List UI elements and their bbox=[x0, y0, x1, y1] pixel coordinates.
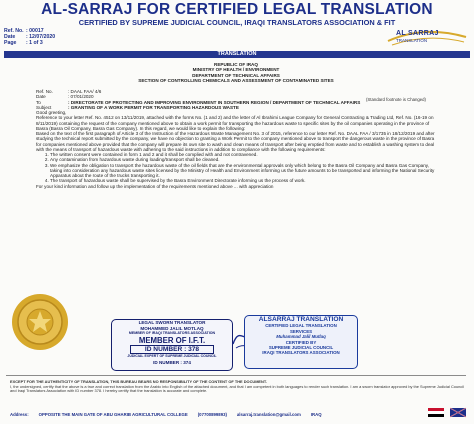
stamp-line: IRAQI TRANSLATORS ASSOCIATION bbox=[262, 350, 340, 356]
stamp-line: MOHAMMED JALIL MOTLAQ bbox=[140, 325, 204, 331]
stamp-line: CERTIFIED LEGAL TRANSLATION bbox=[265, 323, 337, 329]
ref-label: Ref. No. bbox=[4, 28, 24, 34]
contact-bar bbox=[10, 411, 466, 418]
stamp-line: JUDICIAL EXPERT OF SUPREME JUDICIAL COUNCIL bbox=[127, 353, 217, 358]
list-item: 1. The written consent were contained in form 1 and 2 and it shall be complied with and not contravened. bbox=[50, 152, 436, 157]
country-heading: REPUBLIC OF IRAQ bbox=[214, 62, 258, 67]
stamp-id: ID NUMBER : 374 bbox=[153, 359, 191, 365]
section-heading: SECTION OF CONTROLLING CHEMICALS AND ASSESSMENT OF CONTAMINATED SITES bbox=[138, 77, 334, 83]
disclaimer: EXCEPT FOR THE AUTHENTICITY OF TRANSLATION, THIS BUREAU BEARS NO RESPONSIBILITY OF THE CONTENT OF THE DOCUMENT. bbox=[10, 379, 267, 384]
closing-paragraph: For your kind information and follow up the implementation of the requirements mentioned above ... with appreciation bbox=[36, 183, 274, 189]
logo-text: AL SARRAJ bbox=[396, 30, 439, 37]
list-item: 3. We emphasize the obligation to transport the hazardous waste of the oil fields that are the environmental approvals only which belong to the Basra Oil Company and Basra Gas Company, taking into consideration any hazardous waste sites licensed by the Ministry of Health and Environment informing us the future amounts to be transported and informing the National Security Apparatus about the route of the trucks transporting it. bbox=[50, 163, 436, 179]
address-text: OPPOSITE THE MAIN GATE OF ABU GHARIB AGRICULTURAL COLLEGE bbox=[38, 412, 188, 417]
doc-date-value: : 07/01/2020 bbox=[68, 94, 94, 100]
address-label: Address: bbox=[10, 412, 29, 417]
certification-text: I, the undersigned, certify that the above is a true and correct translation from the Arabic into English of the attached document, and that I am competent in both languages to render such translation. I am a sworn translator approved by the Supreme Judicial Council and Iraqi Translators Association with ID number 378. I hereby certify that the translation is accurate and complete. bbox=[10, 383, 464, 394]
city-text: IRAQ bbox=[310, 412, 322, 417]
ref-value: : 00017 bbox=[26, 28, 44, 34]
paragraph-2: Based on the text of the first paragraph of Article 3 of the Instruction of the Hazardous Waste Management No. 3 of 2015, reference to our letter Ref. No. DAAL FAA / 3/1735 in 18/12/2019 and after studying the technical report submitted by the company, we have no objection to granting a Work Permit to the company mentioned above to transport the dangerous waste in the province of Basra for companies mentioned above provided that the company will prepare its own site to wash and clean means of transport after being emptied from waste and to establish a washing system to deal with the means of transport of hazardous waste with adhering to the said instructions in addition to compliance with the following requirements: bbox=[36, 131, 435, 152]
paragraph-1: Reference to your letter Ref. No. 4512 on 13/11/2019, attached with the forms No. (1 and 2) and the letter of Al Ibrahimi League Company for General Contracting & Trading Ltd, Ref. No. (16-19 on 8/11/2019) containing the request of the company mentioned above to obtain a work permit for transporting the hazardous waste to specific sites by the oil companies operating in the province of Basra (Basra Oil Company, Basra Gas Company). In this regard, we would like to explain the following: bbox=[36, 115, 434, 131]
stamp-line: MEMBER OF I.F.T. bbox=[138, 335, 206, 345]
list-item: 4. The transport of hazardous waste shall be supervised by the Basra Environment Directorate informing us the process of work. bbox=[50, 178, 436, 183]
certification-footer bbox=[10, 380, 466, 394]
document-body bbox=[36, 62, 436, 189]
doc-to-value: : DIRECTORATE OF PROTECTING AND IMPROVING ENVIRONMENT IN SOUTHERN REGION / DEPARTMENT OF TECHNICAL AFFAIRS bbox=[68, 99, 361, 105]
stamp-line: SERVICES bbox=[289, 328, 313, 334]
doc-ref-label: Ref. No. bbox=[36, 89, 53, 94]
stamp-id: ID NUMBER : 378 bbox=[130, 345, 214, 354]
ministry-heading: MINISTRY OF HEALTH / ENVIRONMENT bbox=[192, 67, 280, 73]
list-item: 2. Any contamination from hazardous waste during loading/transport shall be cleaned. bbox=[50, 157, 436, 162]
stamp-line: Muhammad Jalil Mutlaq bbox=[276, 334, 326, 340]
doc-to-label: To bbox=[36, 99, 41, 105]
doc-subject-label: Subject bbox=[36, 104, 52, 110]
page-value: : 1 of 3 bbox=[26, 40, 43, 47]
doc-subject-value: : GRANTING OF A WORK PERMIT FOR TRANSPORTING HAZARDOUS WASTE bbox=[68, 104, 239, 110]
department-heading: DEPARTMENT OF TECHNICAL AFFAIRS bbox=[192, 72, 280, 78]
stamp-line: ALSARRAJ TRANSLATION bbox=[258, 316, 344, 323]
page-label: Page bbox=[4, 40, 17, 47]
date-value: : 12/07/2020 bbox=[26, 34, 56, 41]
stamp-line: MEMBER OF IRAQI TRANSLATORS ASSOCIATION bbox=[128, 331, 216, 336]
bureau-title: AL-SARRAJ FOR CERTIFIED LEGAL TRANSLATION bbox=[41, 1, 433, 18]
greeting: Good greeting, bbox=[36, 110, 67, 115]
header-meta bbox=[4, 28, 55, 47]
stamp-line: SUPREME JUDICIAL COUNCIL bbox=[268, 345, 334, 351]
phone-text: (07700899893) bbox=[197, 412, 227, 417]
stamp-line: CERTIFIED BY bbox=[285, 339, 317, 345]
bureau-stamp bbox=[244, 315, 358, 369]
bureau-subtitle: CERTIFIED BY SUPREME JUDICIAL COUNCIL, IRAQI TRANSLATORS ASSOCIATION & FIT bbox=[78, 18, 396, 27]
flags-icon bbox=[428, 406, 468, 418]
footnote-note: (Standard footnote is Changed) bbox=[366, 97, 426, 102]
logo-subtext: TRANSLATION bbox=[396, 38, 428, 43]
email-text: alsarraj.translation@gmail.com bbox=[236, 412, 301, 417]
footer-divider bbox=[6, 375, 466, 376]
requirements-list bbox=[36, 152, 436, 184]
doc-date-label: Date bbox=[36, 94, 46, 100]
date-label: Date bbox=[4, 34, 16, 41]
doc-ref-value: : DAAL FAA/ 4/6 bbox=[68, 89, 102, 94]
section-bar-label: TRANSLATION bbox=[217, 51, 257, 57]
gold-seal-icon bbox=[10, 292, 70, 352]
stamp-line: LEGAL SWORN TRANSLATOR bbox=[138, 320, 206, 325]
sworn-translator-stamp bbox=[111, 319, 233, 371]
